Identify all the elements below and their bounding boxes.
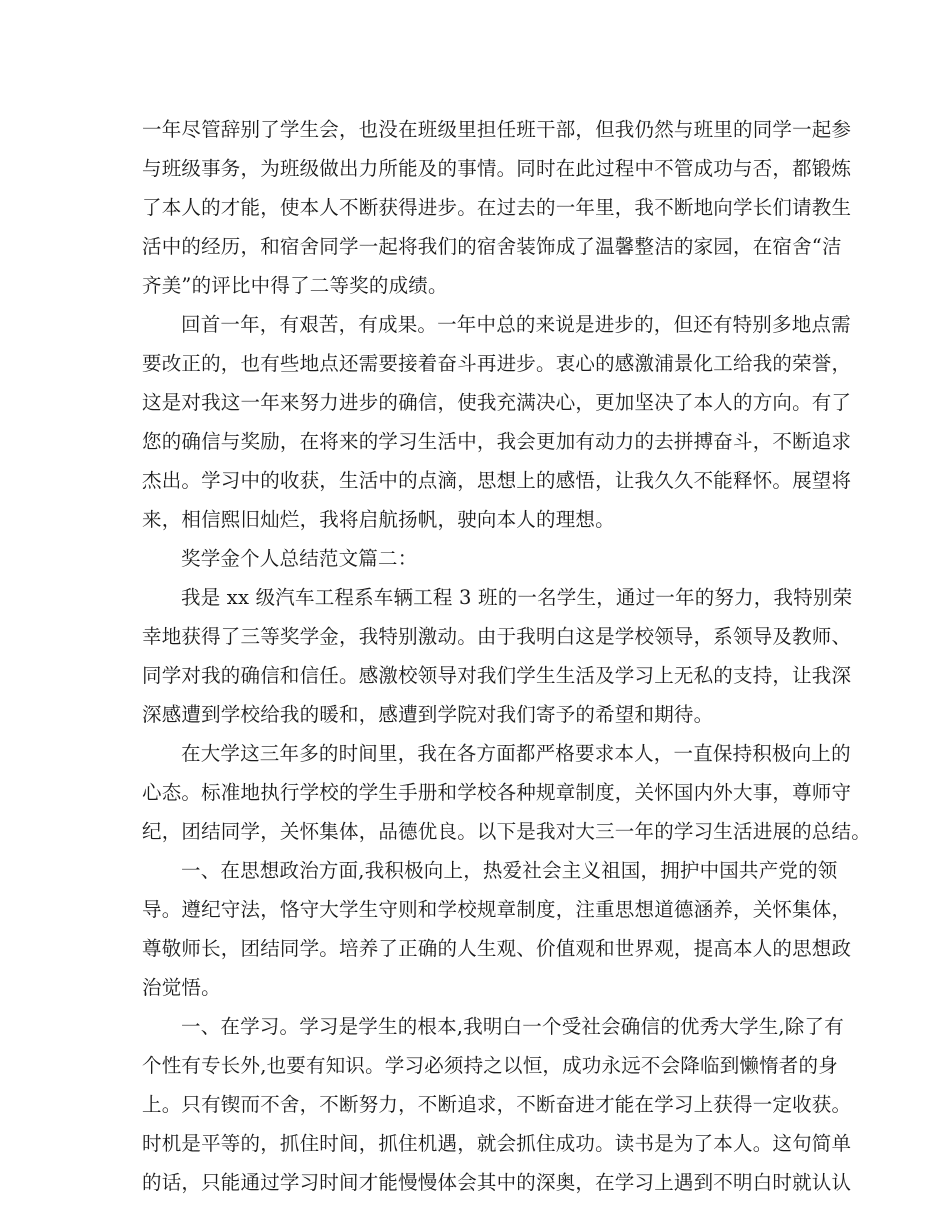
text-line: 导。遵纪守法，恪守大学生守则和学校规章制度，注重思想道德涵养，关怀集体， bbox=[142, 898, 852, 921]
text-line: 齐美”的评比中得了二等奖的成绩。 bbox=[142, 274, 448, 297]
text-line: 了本人的才能，使本人不断获得进步。在过去的一年里，我不断地向学长们请教生 bbox=[142, 196, 852, 219]
text-line: 回首一年，有艰苦，有成果。一年中总的来说是进步的，但还有特别多地点需 bbox=[181, 313, 851, 336]
section-heading: 奖学金个人总结范文篇二： bbox=[181, 547, 418, 570]
text-line: 幸地获得了三等奖学金，我特别激动。由于我明白这是学校领导，系领导及教师、 bbox=[142, 625, 852, 648]
text-line: 来，相信熙旧灿烂，我将启航扬帆，驶向本人的理想。 bbox=[142, 508, 615, 531]
text-line: 一年尽管辞别了学生会，也没在班级里担任班干部，但我仍然与班里的同学一起参 bbox=[142, 118, 852, 141]
text-line: 的话，只能通过学习时间才能慢慢体会其中的深奥，在学习上遇到不明白时就认认 bbox=[142, 1171, 852, 1194]
text-line: 治觉悟。 bbox=[142, 976, 221, 999]
text-line: 上。只有锲而不舍，不断努力，不断追求，不断奋进才能在学习上获得一定收获。 bbox=[142, 1093, 852, 1116]
text-line: 纪，团结同学，关怀集体，品德优良。以下是我对大三一年的学习生活进展的总结。 bbox=[142, 820, 871, 843]
text-line: 深感遭到学校给我的暖和，感遭到学院对我们寄予的希望和期待。 bbox=[142, 703, 714, 726]
text-line: 尊敬师长，团结同学。培养了正确的人生观、价值观和世界观，提高本人的思想政 bbox=[142, 937, 852, 960]
text-line: 要改正的，也有些地点还需要接着奋斗再进步。衷心的感激浦景化工给我的荣誉， bbox=[142, 352, 852, 375]
text-line: 一、在思想政治方面,我积极向上，热爱社会主义祖国，拥护中国共产党的领 bbox=[181, 859, 838, 882]
text-line: 在大学这三年多的时间里，我在各方面都严格要求本人，一直保持积极向上的 bbox=[181, 742, 851, 765]
text-line: 与班级事务，为班级做出力所能及的事情。同时在此过程中不管成功与否，都锻炼 bbox=[142, 157, 852, 180]
text-line: 时机是平等的，抓住时间，抓住机遇，就会抓住成功。读书是为了本人。这句简单 bbox=[142, 1132, 852, 1155]
text-line: 个性有专长外,也要有知识。学习必须持之以恒，成功永远不会降临到懒惰者的身 bbox=[142, 1054, 838, 1077]
text-line: 这是对我这一年来努力进步的确信，使我充满决心，更加坚决了本人的方向。有了 bbox=[142, 391, 852, 414]
text-line: 我是 xx 级汽车工程系车辆工程 3 班的一名学生，通过一年的努力，我特别荣 bbox=[181, 586, 853, 609]
text-line: 活中的经历，和宿舍同学一起将我们的宿舍装饰成了温馨整洁的家园，在宿舍“洁 bbox=[142, 235, 842, 258]
text-line: 一、在学习。学习是学生的根本,我明白一个受社会确信的优秀大学生,除了有 bbox=[181, 1015, 844, 1038]
text-line: 您的确信与奖励，在将来的学习生活中，我会更加有动力的去拼搏奋斗，不断追求 bbox=[142, 430, 852, 453]
text-line: 同学对我的确信和信任。感激校领导对我们学生生活及学习上无私的支持，让我深 bbox=[142, 664, 852, 687]
text-line: 杰出。学习中的收获，生活中的点滴，思想上的感悟，让我久久不能释怀。展望将 bbox=[142, 469, 852, 492]
text-line: 心态。标准地执行学校的学生手册和学校各种规章制度，关怀国内外大事，尊师守 bbox=[142, 781, 852, 804]
